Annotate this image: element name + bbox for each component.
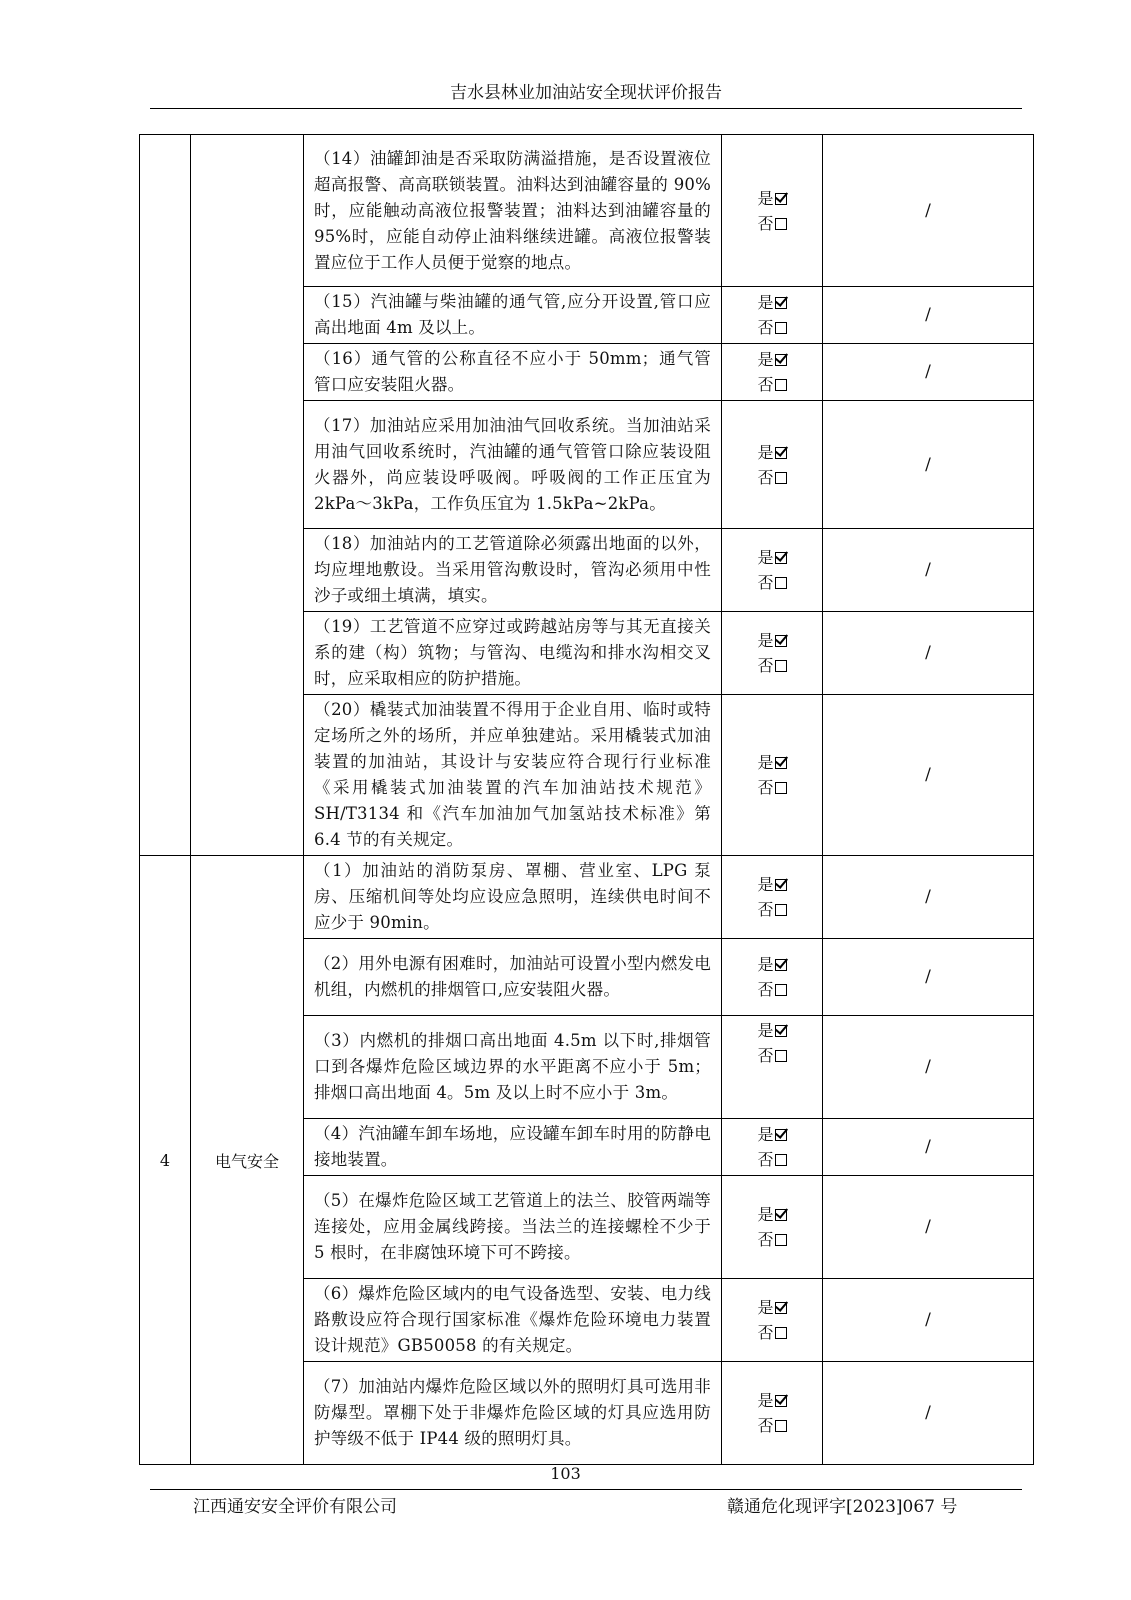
result-no-option: 否 — [722, 1147, 822, 1172]
table-row — [140, 135, 1034, 287]
requirement-text: （2）用外电源有困难时，加油站可设置小型内燃发电机组，内燃机的排烟管口,应安装阻火器。 — [304, 939, 722, 1016]
result-yes-option: 是 — [722, 1295, 822, 1320]
remark-cell: / — [823, 135, 1034, 287]
remark-cell: / — [823, 287, 1034, 344]
section-category-cell — [191, 135, 304, 856]
checkbox-empty-icon — [775, 1050, 787, 1062]
checkbox-checked-icon — [775, 1025, 787, 1037]
result-yes-option: 是 — [722, 545, 822, 570]
remark-cell: / — [823, 344, 1034, 401]
requirement-text: （20）橇装式加油装置不得用于企业自用、临时或特定场所之外的场所，并应单独建站。采用橇装式加油装置的加油站，其设计与安装应符合现行行业标准《采用橇装式加油装置的汽车加油站技术规范》SH/T3134 和《汽车加油加气加氢站技术标准》第 6.4 节的有关规定。 — [304, 695, 722, 856]
result-cell — [722, 401, 823, 529]
requirement-text: （16）通气管的公称直径不应小于 50mm；通气管管口应安装阻火器。 — [304, 344, 722, 401]
result-cell — [722, 1279, 823, 1362]
footer-doc-number: 赣通危化现评字[2023]067 号 — [727, 1497, 958, 1517]
checkbox-checked-icon — [775, 1395, 787, 1407]
section-category: 电气安全 — [191, 856, 304, 1465]
checkbox-checked-icon — [775, 635, 787, 647]
result-no-option: 否 — [722, 570, 822, 595]
checkbox-empty-icon — [775, 1234, 787, 1246]
result-no-option: 否 — [722, 211, 822, 236]
checkbox-empty-icon — [775, 218, 787, 230]
checkbox-checked-icon — [775, 757, 787, 769]
checkbox-empty-icon — [775, 1420, 787, 1432]
checkbox-checked-icon — [775, 297, 787, 309]
result-cell — [722, 529, 823, 612]
result-yes-option: 是 — [722, 1122, 822, 1147]
requirement-text: （19）工艺管道不应穿过或跨越站房等与其无直接关系的建（构）筑物；与管沟、电缆沟和排水沟相交叉时，应采取相应的防护措施。 — [304, 612, 722, 695]
section-number-cell — [140, 135, 191, 856]
result-no-option: 否 — [722, 653, 822, 678]
result-yes-option: 是 — [722, 750, 822, 775]
result-cell — [722, 287, 823, 344]
safety-checklist-table — [139, 134, 1034, 1465]
result-cell — [722, 612, 823, 695]
result-cell — [722, 344, 823, 401]
remark-cell: / — [823, 939, 1034, 1016]
checkbox-checked-icon — [775, 1209, 787, 1221]
requirement-text: （14）油罐卸油是否采取防满溢措施，是否设置液位超高报警、高高联锁装置。油料达到油罐容量的 90%时，应能触动高液位报警装置；油料达到油罐容量的 95%时，应能自动停止油料继续进罐。高液位报警装置应位于工作人员便于觉察的地点。 — [304, 135, 722, 287]
remark-cell: / — [823, 856, 1034, 939]
checkbox-empty-icon — [775, 660, 787, 672]
result-no-option: 否 — [722, 977, 822, 1002]
result-cell — [722, 1016, 823, 1119]
result-no-option: 否 — [722, 1320, 822, 1345]
result-yes-option: 是 — [722, 347, 822, 372]
remark-cell: / — [823, 1279, 1034, 1362]
footer-rule — [150, 1489, 1022, 1490]
result-cell — [722, 1176, 823, 1279]
requirement-text: （17）加油站应采用加油油气回收系统。当加油站采用油气回收系统时，汽油罐的通气管管口除应装设阻火器外，尚应装设呼吸阀。呼吸阀的工作正压宜为 2kPa～3kPa，工作负压宜为 1.5kPa~2kPa。 — [304, 401, 722, 529]
checkbox-checked-icon — [775, 193, 787, 205]
checkbox-empty-icon — [775, 1154, 787, 1166]
remark-cell: / — [823, 401, 1034, 529]
result-no-option: 否 — [722, 315, 822, 340]
result-yes-option: 是 — [722, 872, 822, 897]
result-yes-option: 是 — [722, 628, 822, 653]
requirement-text: （15）汽油罐与柴油罐的通气管,应分开设置,管口应高出地面 4m 及以上。 — [304, 287, 722, 344]
requirement-text: （18）加油站内的工艺管道除必须露出地面的以外，均应埋地敷设。当采用管沟敷设时，管沟必须用中性沙子或细土填满，填实。 — [304, 529, 722, 612]
checkbox-empty-icon — [775, 472, 787, 484]
page-number: 103 — [550, 1464, 581, 1483]
result-no-option: 否 — [722, 465, 822, 490]
requirement-text: （4）汽油罐车卸车场地，应设罐车卸车时用的防静电接地装置。 — [304, 1119, 722, 1176]
result-no-option: 否 — [722, 1413, 822, 1438]
result-yes-option: 是 — [722, 1388, 822, 1413]
remark-cell: / — [823, 1176, 1034, 1279]
result-no-option: 否 — [722, 372, 822, 397]
checkbox-empty-icon — [775, 322, 787, 334]
result-no-option: 否 — [722, 1043, 822, 1068]
result-yes-option: 是 — [722, 952, 822, 977]
page-header-title: 吉水县林业加油站安全现状评价报告 — [450, 83, 722, 103]
checkbox-empty-icon — [775, 782, 787, 794]
result-cell — [722, 1362, 823, 1465]
result-cell — [722, 856, 823, 939]
result-cell — [722, 135, 823, 287]
remark-cell: / — [823, 1016, 1034, 1119]
result-yes-option: 是 — [722, 186, 822, 211]
checkbox-checked-icon — [775, 1129, 787, 1141]
requirement-text: （5）在爆炸危险区域工艺管道上的法兰、胶管两端等连接处，应用金属线跨接。当法兰的连接螺栓不少于 5 根时，在非腐蚀环境下可不跨接。 — [304, 1176, 722, 1279]
checkbox-empty-icon — [775, 1327, 787, 1339]
checkbox-checked-icon — [775, 447, 787, 459]
section-number: 4 — [140, 856, 191, 1465]
result-cell — [722, 939, 823, 1016]
result-yes-option: 是 — [722, 1018, 822, 1043]
checkbox-checked-icon — [775, 959, 787, 971]
remark-cell: / — [823, 529, 1034, 612]
result-no-option: 否 — [722, 897, 822, 922]
checkbox-checked-icon — [775, 552, 787, 564]
requirement-text: （6）爆炸危险区域内的电气设备选型、安装、电力线路敷设应符合现行国家标准《爆炸危险环境电力装置设计规范》GB50058 的有关规定。 — [304, 1279, 722, 1362]
result-no-option: 否 — [722, 1227, 822, 1252]
requirement-text: （3）内燃机的排烟口高出地面 4.5m 以下时,排烟管口到各爆炸危险区域边界的水平距离不应小于 5m；排烟口高出地面 4。5m 及以上时不应小于 3m。 — [304, 1016, 722, 1119]
requirement-text: （1）加油站的消防泵房、罩棚、营业室、LPG 泵房、压缩机间等处均应设应急照明，连续供电时间不应少于 90min。 — [304, 856, 722, 939]
result-yes-option: 是 — [722, 290, 822, 315]
checkbox-checked-icon — [775, 354, 787, 366]
remark-cell: / — [823, 1119, 1034, 1176]
result-cell — [722, 1119, 823, 1176]
table-row — [140, 856, 1034, 939]
checkbox-checked-icon — [775, 879, 787, 891]
requirement-text: （7）加油站内爆炸危险区域以外的照明灯具可选用非防爆型。罩棚下处于非爆炸危险区域的灯具应选用防护等级不低于 IP44 级的照明灯具。 — [304, 1362, 722, 1465]
header-rule — [150, 108, 1022, 109]
checkbox-empty-icon — [775, 984, 787, 996]
remark-cell: / — [823, 1362, 1034, 1465]
checkbox-empty-icon — [775, 379, 787, 391]
result-yes-option: 是 — [722, 440, 822, 465]
result-no-option: 否 — [722, 775, 822, 800]
result-cell — [722, 695, 823, 856]
remark-cell: / — [823, 612, 1034, 695]
remark-cell: / — [823, 695, 1034, 856]
checkbox-empty-icon — [775, 577, 787, 589]
result-yes-option: 是 — [722, 1202, 822, 1227]
checkbox-checked-icon — [775, 1302, 787, 1314]
checkbox-empty-icon — [775, 904, 787, 916]
footer-company: 江西通安安全评价有限公司 — [193, 1497, 397, 1517]
